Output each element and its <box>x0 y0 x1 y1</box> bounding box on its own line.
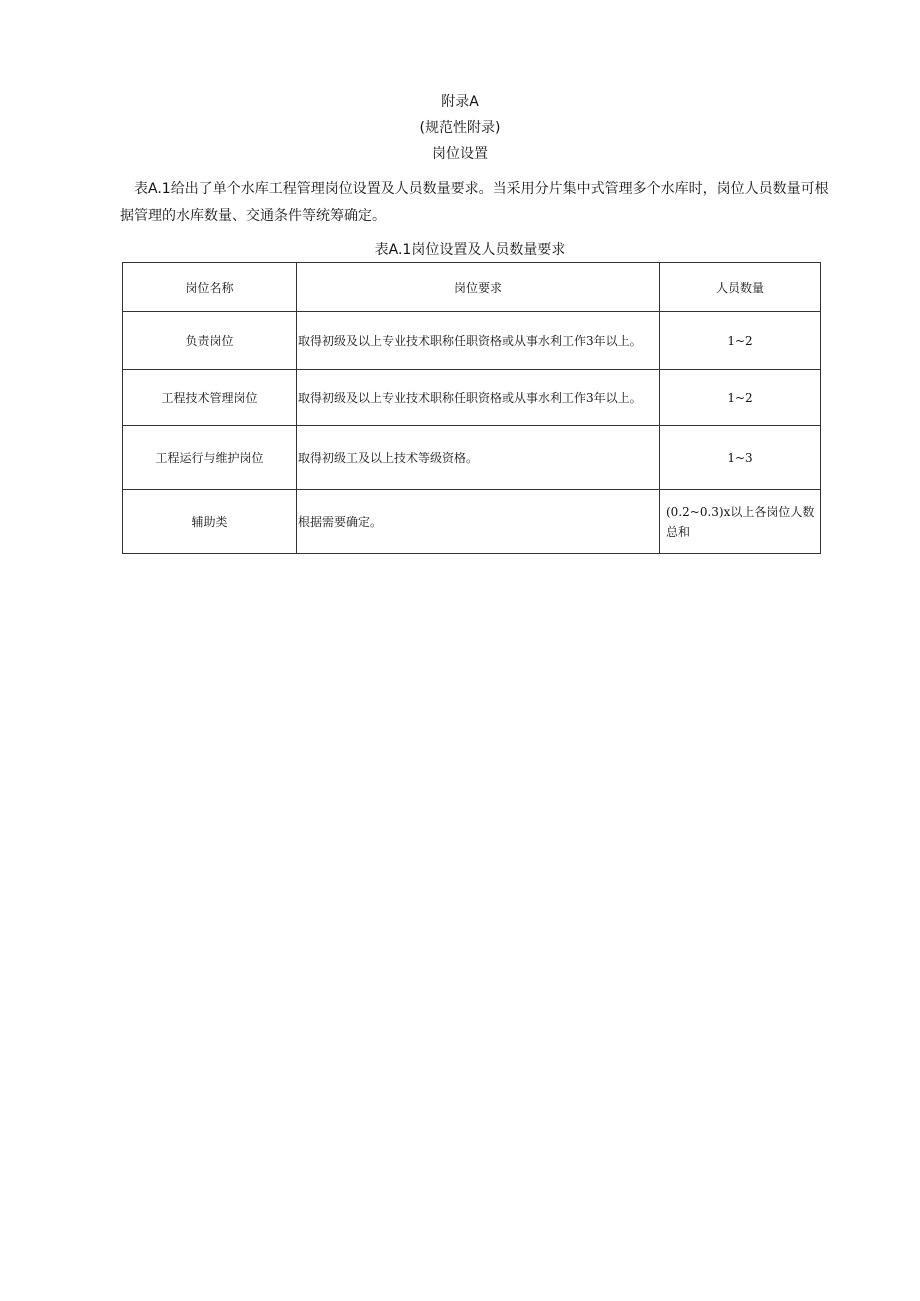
post-name-cell: 工程技术管理岗位 <box>123 370 297 426</box>
staff-count-cell: 1~3 <box>660 426 821 490</box>
post-requirement-cell: 取得初级及以上专业技术职称任职资格或从事水利工作3年以上。 <box>297 312 660 370</box>
post-requirement-cell: 根据需要确定。 <box>297 490 660 554</box>
staff-count-cell: 1~2 <box>660 370 821 426</box>
table-caption: 表A.1岗位设置及人员数量要求 <box>374 242 566 258</box>
post-name-cell: 负责岗位 <box>123 312 297 370</box>
table-row <box>123 490 821 554</box>
staff-count-cell: 1~2 <box>660 312 821 370</box>
post-requirement-cell: 取得初级及以上专业技术职称任职资格或从事水利工作3年以上。 <box>297 370 660 426</box>
intro-paragraph: 表A.1给出了单个水库工程管理岗位设置及人员数量要求。当采用分片集中式管理多个水库时，岗位人员数量可根据管理的水库数量、交通条件等统筹确定。 <box>120 181 829 224</box>
post-requirement-cell: 取得初级工及以上技术等级资格。 <box>297 426 660 490</box>
table-row <box>123 426 821 490</box>
appendix-subject: 岗位设置 <box>432 146 488 162</box>
post-name-cell: 工程运行与维护岗位 <box>123 426 297 490</box>
header-staff-count: 人员数量 <box>660 263 821 312</box>
post-requirements-table <box>122 262 821 554</box>
post-name-cell: 辅助类 <box>123 490 297 554</box>
header-post-name: 岗位名称 <box>123 263 297 312</box>
appendix-nature: (规范性附录) <box>419 120 501 136</box>
table-row <box>123 370 821 426</box>
header-post-requirement: 岗位要求 <box>297 263 660 312</box>
appendix-title: 附录A <box>441 94 479 110</box>
staff-count-cell: (0.2~0.3)x以上各岗位人数总和 <box>660 490 821 554</box>
table-header-row <box>123 263 821 312</box>
table-row <box>123 312 821 370</box>
